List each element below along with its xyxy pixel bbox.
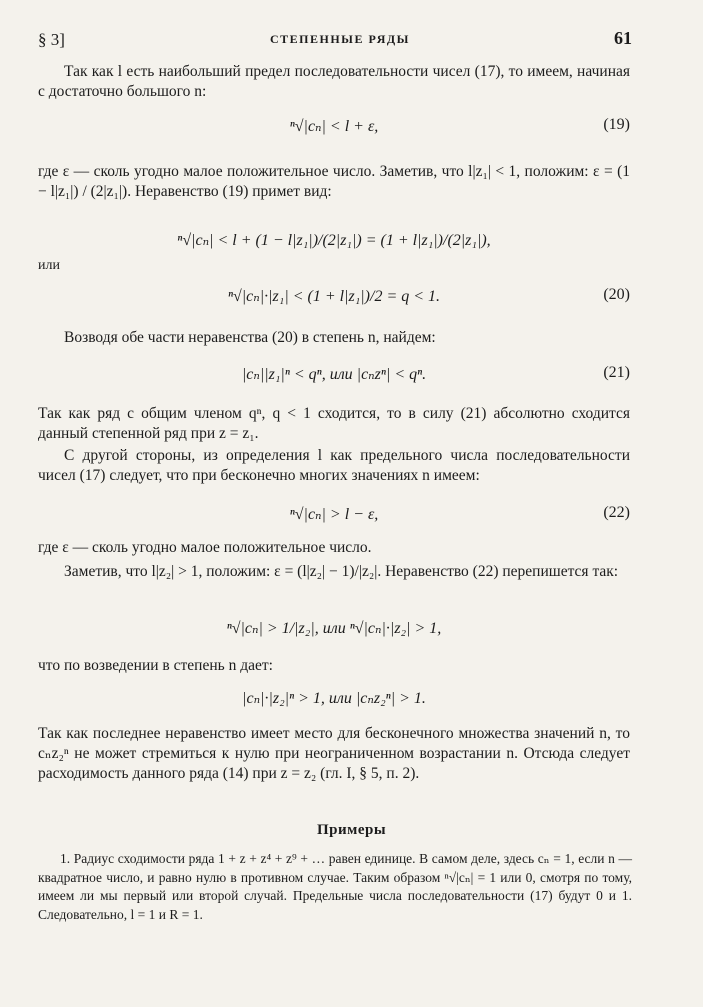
- formula-a: [38, 222, 630, 262]
- page-number: 61: [614, 28, 632, 48]
- formula-19-number: (19): [603, 116, 630, 133]
- paragraph-9: Так как последнее неравенство имеет место для бесконечного множества значений n, то cₙz₂ⁿ не может стремиться к нулю при неограниченном возрастании n. Отсюда следует расходимость данного ряда (14) при z = z₂ (гл. I, § 5, п. 2).: [38, 725, 630, 782]
- formula-21: [38, 356, 630, 396]
- formula-c: [38, 680, 630, 720]
- paragraph-1: Так как l есть наибольший предел последовательности чисел (17), то имеем, начиная с достаточно большого n:: [38, 63, 630, 100]
- formula-19: [38, 108, 630, 148]
- formula-c-body: |cₙ|·|z₂|ⁿ > 1, или |cₙz₂ⁿ| > 1.: [242, 690, 426, 707]
- formula-b-body: ⁿ√|cₙ| > 1/|z₂|, или ⁿ√|cₙ|·|z₂| > 1,: [226, 620, 442, 637]
- section-marker: § 3]: [38, 30, 65, 49]
- formula-22-body: ⁿ√|cₙ| > l − ε,: [289, 506, 379, 523]
- paragraph-2: где ε — сколь угодно малое положительное число. Заметив, что l|z₁| < 1, положим: ε = (1 − l|z₁|) / (2|z₁|). Неравенство (19) примет вид:: [38, 163, 630, 200]
- word-ili-1: или: [38, 258, 60, 273]
- formula-22-number: (22): [603, 504, 630, 521]
- running-title: СТЕПЕННЫЕ РЯДЫ: [270, 32, 410, 46]
- formula-20-body: ⁿ√|cₙ|·|z₁| < (1 + l|z₁|)/2 = q < 1.: [227, 288, 441, 305]
- paragraph-3: Возводя обе части неравенства (20) в степень n, найдем:: [64, 329, 436, 346]
- paragraph-4: Так как ряд с общим членом qⁿ, q < 1 сходится, то в силу (21) абсолютно сходится данный степенной ряд при z = z₁.: [38, 405, 630, 442]
- formula-21-body: |cₙ||z₁|ⁿ < qⁿ, или |cₙzⁿ| < qⁿ.: [241, 366, 427, 383]
- formula-20-number: (20): [603, 286, 630, 303]
- formula-22: [38, 496, 630, 536]
- paragraph-6: где ε — сколь угодно малое положительное число.: [38, 539, 372, 556]
- formula-21-number: (21): [603, 364, 630, 381]
- formula-b: [38, 610, 630, 650]
- paragraph-8: что по возведении в степень n дает:: [38, 657, 273, 674]
- formula-a-body: ⁿ√|cₙ| < l + (1 − l|z₁|)/(2|z₁|) = (1 + l|z₁|)/(2|z₁|),: [177, 232, 491, 249]
- examples-title: Примеры: [316, 822, 387, 838]
- formula-19-body: ⁿ√|cₙ| < l + ε,: [289, 118, 379, 135]
- example-1: 1. Радиус сходимости ряда 1 + z + z⁴ + z⁹ + … равен единице. В самом деле, здесь cₙ = 1, если n — квадратное число, и равно нулю в противном случае. Таким образом ⁿ√|cₙ| = 1 или 0, смотря по тому, имеем ли мы первый или второй случай. Предельные числа последовательности (17) будут 0 и 1. Следовательно, l = 1 и R = 1.: [38, 851, 632, 922]
- paragraph-5: С другой стороны, из определения l как предельного числа последовательности чисел (17) следует, что при бесконечно многих значениях n имеем:: [38, 447, 630, 484]
- formula-20: [38, 278, 630, 318]
- paragraph-7: Заметив, что l|z₂| > 1, положим: ε = (l|z₂| − 1)/|z₂|. Неравенство (22) перепишется так:: [64, 563, 619, 580]
